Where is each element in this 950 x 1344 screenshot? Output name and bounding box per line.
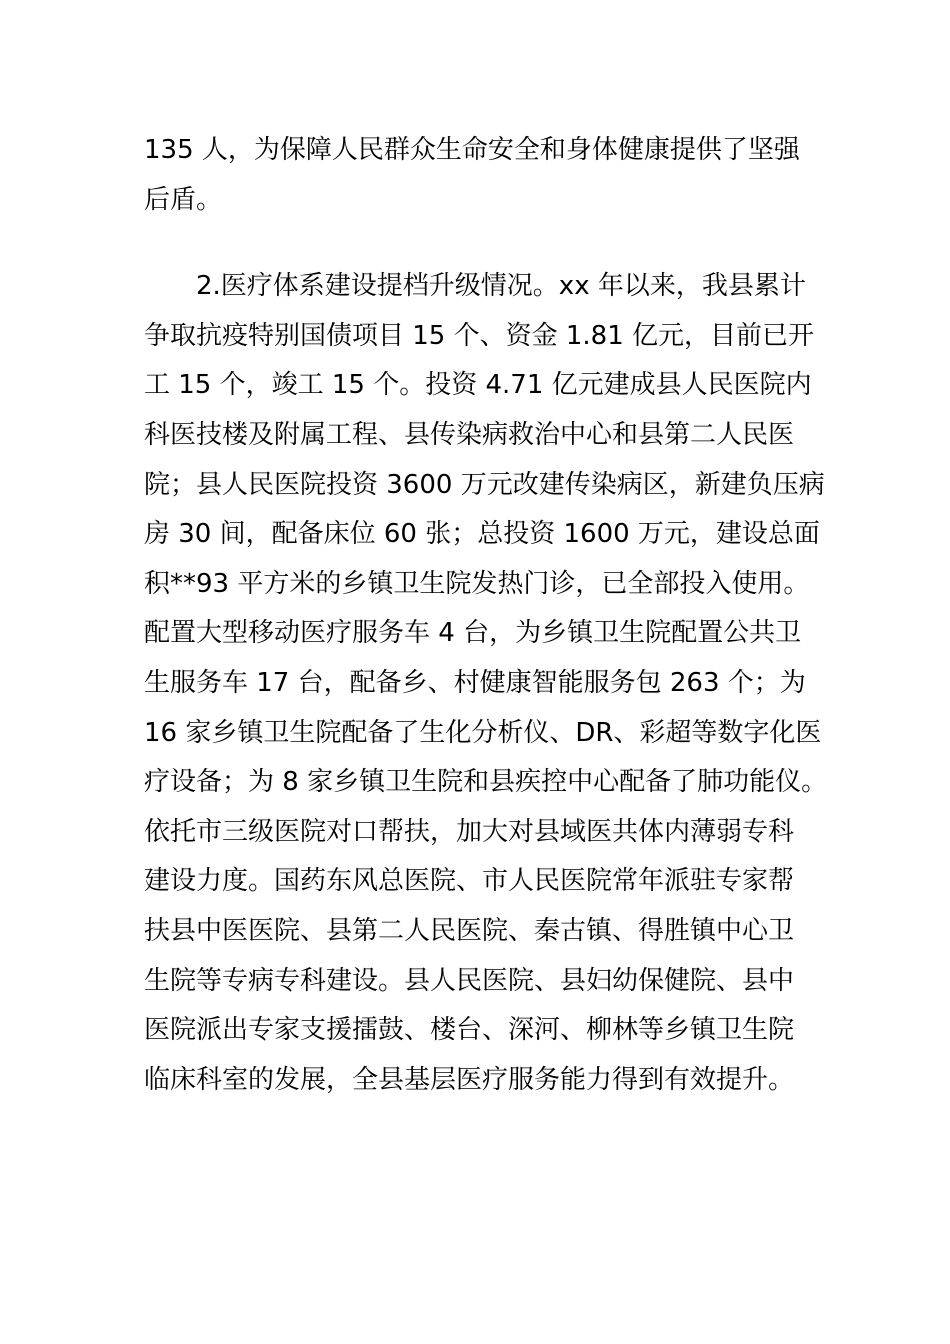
document-body (144, 126, 828, 1105)
text-line-first: 2.医疗体系建设提档升级情况。xx 年以来，我县累计 (196, 271, 806, 302)
text-line: 扶县中医医院、县第二人民医院、秦古镇、得胜镇中心卫 (144, 915, 795, 946)
text-line: 房 30 间，配备床位 60 张；总投资 1600 万元，建设总面 (144, 519, 820, 550)
text-line: 积**93 平方米的乡镇卫生院发热门诊，已全部投入使用。 (144, 568, 810, 599)
text-line: 135 人，为保障人民群众生命安全和身体健康提供了坚强 (144, 135, 800, 165)
text-line: 配置大型移动医疗服务车 4 台，为乡镇卫生院配置公共卫 (144, 618, 802, 649)
text-line: 科医技楼及附属工程、县传染病救治中心和县第二人民医 (144, 419, 795, 450)
paragraph-gap (144, 225, 812, 262)
text-line: 争取抗疫特别国债项目 15 个、资金 1.81 亿元，目前已开 (144, 320, 815, 351)
text-line: 院；县人民医院投资 3600 万元改建传染病区，新建负压病 (144, 469, 825, 500)
paragraph-medical-system (144, 262, 828, 1105)
paragraph-continuation (144, 126, 812, 225)
text-line: 16 家乡镇卫生院配备了生化分析仪、DR、彩超等数字化医 (144, 717, 822, 748)
text-line: 疗设备；为 8 家乡镇卫生院和县疾控中心配备了肺功能仪。 (144, 767, 828, 798)
text-line: 医院派出专家支援擂鼓、楼台、深河、柳林等乡镇卫生院 (144, 1015, 795, 1046)
text-line: 建设力度。国药东风总医院、市人民医院常年派驻专家帮 (144, 866, 795, 897)
text-line: 依托市三级医院对口帮扶，加大对县域医共体内薄弱专科 (144, 816, 795, 847)
text-line: 生院等专病专科建设。县人民医院、县妇幼保健院、县中 (144, 965, 795, 996)
text-line: 临床科室的发展，全县基层医疗服务能力得到有效提升。 (144, 1064, 795, 1095)
text-line: 工 15 个，竣工 15 个。投资 4.71 亿元建成县人民医院内 (144, 370, 812, 401)
text-line: 后盾。 (144, 184, 223, 215)
text-line: 生服务车 17 台，配备乡、村健康智能服务包 263 个；为 (144, 667, 806, 698)
